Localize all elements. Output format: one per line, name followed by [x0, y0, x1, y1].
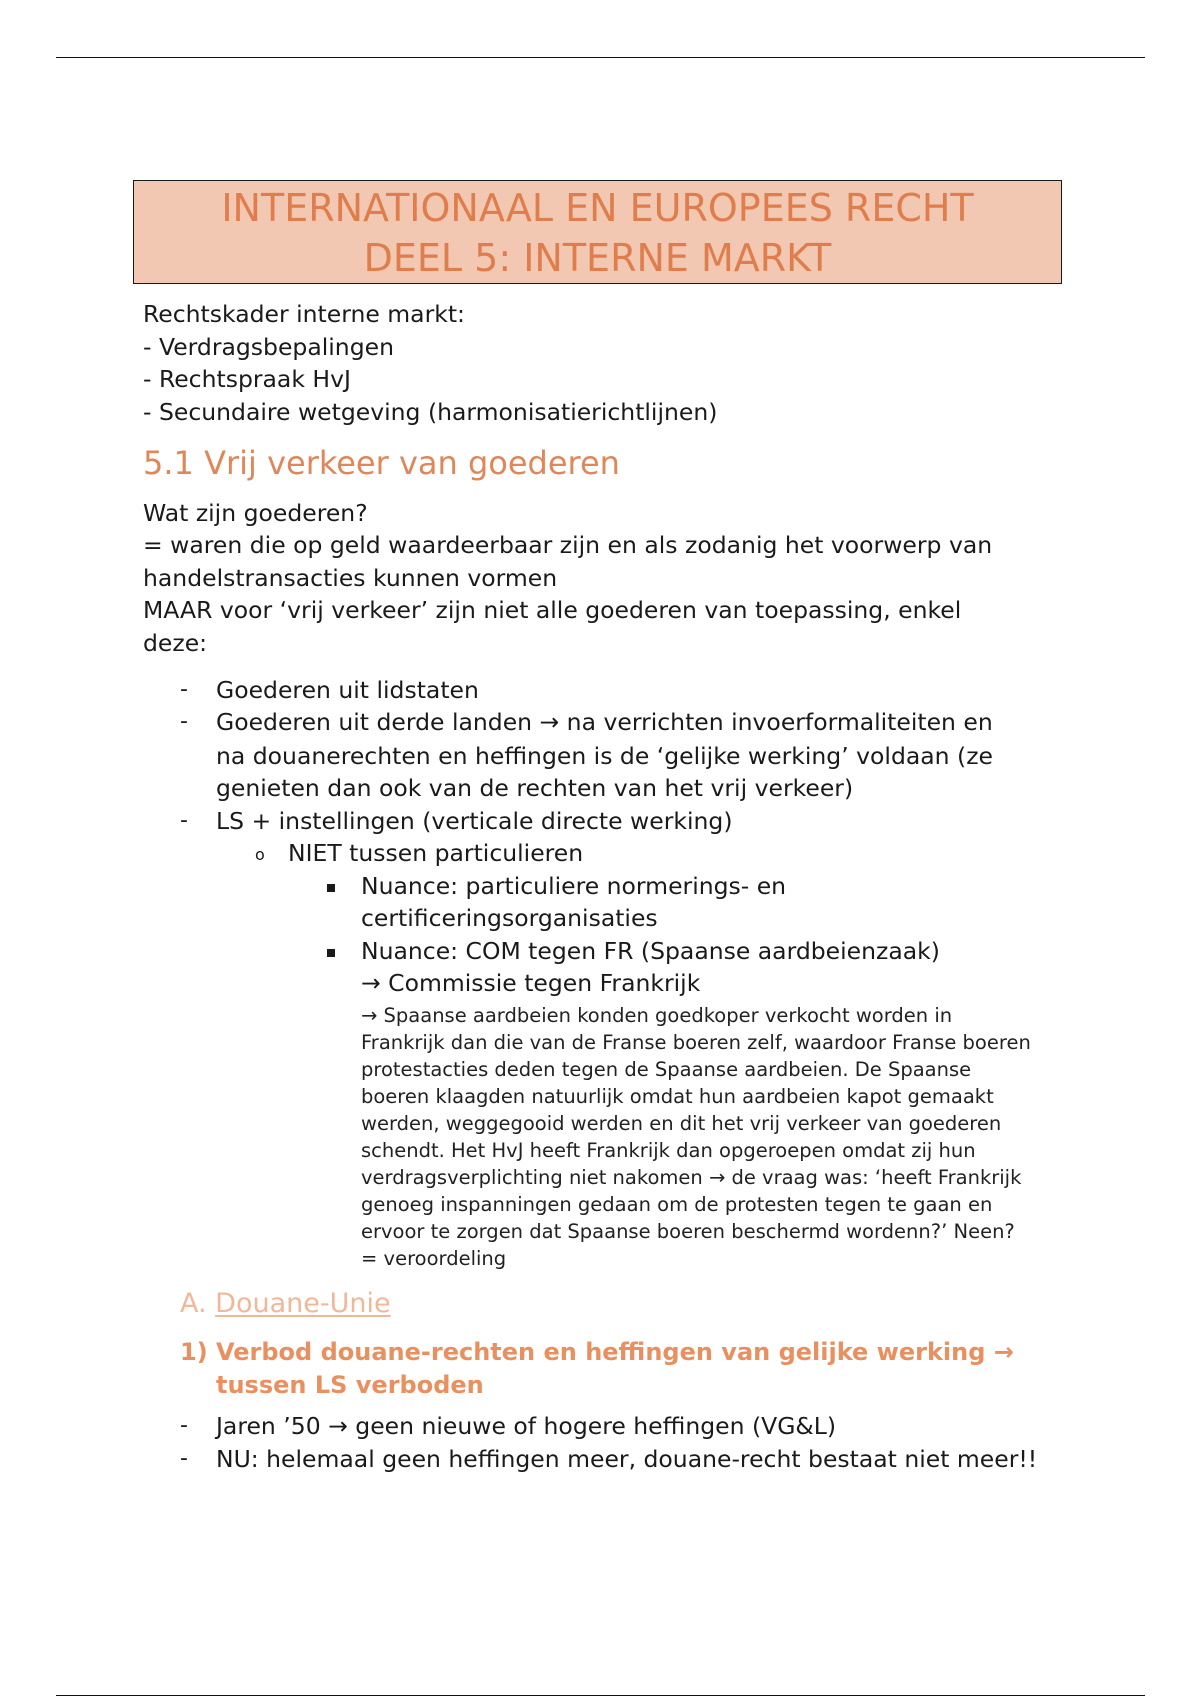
bullet-item: Jaren ’50 → geen nieuwe of hogere heffingen (VG&L) [216, 1412, 837, 1440]
nuance-item-continuation: certificeringsorganisaties [361, 904, 658, 932]
section-a-heading [180, 1286, 391, 1322]
case-note-line: genoeg inspanningen gedaan om de protesten tegen te gaan en [361, 1193, 993, 1216]
nuance-item: Nuance: COM tegen FR (Spaanse aardbeienzaak) [361, 937, 940, 965]
definition-line: = waren die op geld waardeerbaar zijn en als zodanig het voorwerp van [143, 531, 993, 559]
intro-heading: Rechtskader interne markt: [143, 300, 465, 328]
intro-item: - Secundaire wetgeving (harmonisatierichtlijnen) [143, 398, 718, 426]
maar-line: MAAR voor ‘vrij verkeer’ zijn niet alle goederen van toepassing, enkel [143, 596, 962, 624]
bullet-dash: - [180, 677, 188, 702]
square-bullet-icon [327, 949, 335, 957]
bullet-dash: - [180, 1446, 188, 1471]
case-note-line: werden, weggegooid werden en dit het vrij verkeer van goederen [361, 1112, 1002, 1135]
section-a-label: A. [180, 1288, 207, 1319]
bullet-dash: - [180, 1413, 188, 1438]
header-rule [56, 57, 1145, 58]
case-note-line: verdragsverplichting niet nakomen → de vraag was: ‘heeft Frankrijk [361, 1166, 1022, 1189]
square-bullet-icon [327, 884, 335, 892]
maar-line: deze: [143, 629, 208, 657]
case-note-line: schendt. Het HvJ heeft Frankrijk dan opgeroepen omdat zij hun [361, 1139, 976, 1162]
bullet-item: Goederen uit lidstaten [216, 676, 479, 704]
footer-rule [56, 1695, 1145, 1696]
case-note-line: → Spaanse aardbeien konden goedkoper verkocht worden in [361, 1004, 953, 1027]
intro-item: - Verdragsbepalingen [143, 333, 394, 361]
document-title-box [133, 180, 1062, 284]
section-1-heading [180, 1336, 1014, 1401]
case-note-line: protestacties deden tegen de Spaanse aardbeien. De Spaanse [361, 1058, 972, 1081]
case-note-line: ervoor te zorgen dat Spaanse boeren beschermd wordenn?’ Neen? [361, 1220, 1015, 1243]
definition-line: handelstransacties kunnen vormen [143, 564, 558, 592]
intro-item: - Rechtspraak HvJ [143, 365, 351, 393]
bullet-dash: - [180, 709, 188, 734]
bullet-item: LS + instellingen (verticale directe werking) [216, 807, 733, 835]
bullet-item: NU: helemaal geen heffingen meer, douane-recht bestaat niet meer!! [216, 1445, 1038, 1473]
document-title-line-2: DEEL 5: INTERNE MARKT [363, 236, 832, 280]
sub-bullet-item: NIET tussen particulieren [288, 839, 584, 867]
section-1-title-line: tussen LS verboden [216, 1370, 484, 1399]
case-note-line: Frankrijk dan die van de Franse boeren zelf, waardoor Franse boeren [361, 1031, 1031, 1054]
section-1-title-line: Verbod douane-rechten en heffingen van gelijke werking → [216, 1338, 1014, 1366]
nuance-item-continuation: → Commissie tegen Frankrijk [361, 969, 701, 997]
case-note [361, 1002, 1031, 1272]
bullet-item-continuation: na douanerechten en heffingen is de ‘gelijke werking’ voldaan (ze [216, 742, 993, 770]
sub-bullet-circle: o [255, 845, 265, 864]
section-5-1-heading: 5.1 Vrij verkeer van goederen [143, 444, 620, 482]
case-note-line: = veroordeling [361, 1247, 507, 1270]
goederen-question: Wat zijn goederen? [143, 499, 368, 527]
bullet-item: Goederen uit derde landen → na verrichten invoerformaliteiten en [216, 708, 993, 736]
nuance-item: Nuance: particuliere normerings- en [361, 872, 787, 900]
bullet-item-continuation: genieten dan ook van de rechten van het vrij verkeer) [216, 774, 854, 802]
case-note-line: boeren klaagden natuurlijk omdat hun aardbeien kapot gemaakt [361, 1085, 994, 1108]
bullet-dash: - [180, 808, 188, 833]
section-a-title: Douane-Unie [215, 1288, 391, 1319]
document-title-line-1: INTERNATIONAAL EN EUROPEES RECHT [221, 186, 974, 230]
section-1-number: 1) [180, 1338, 208, 1366]
